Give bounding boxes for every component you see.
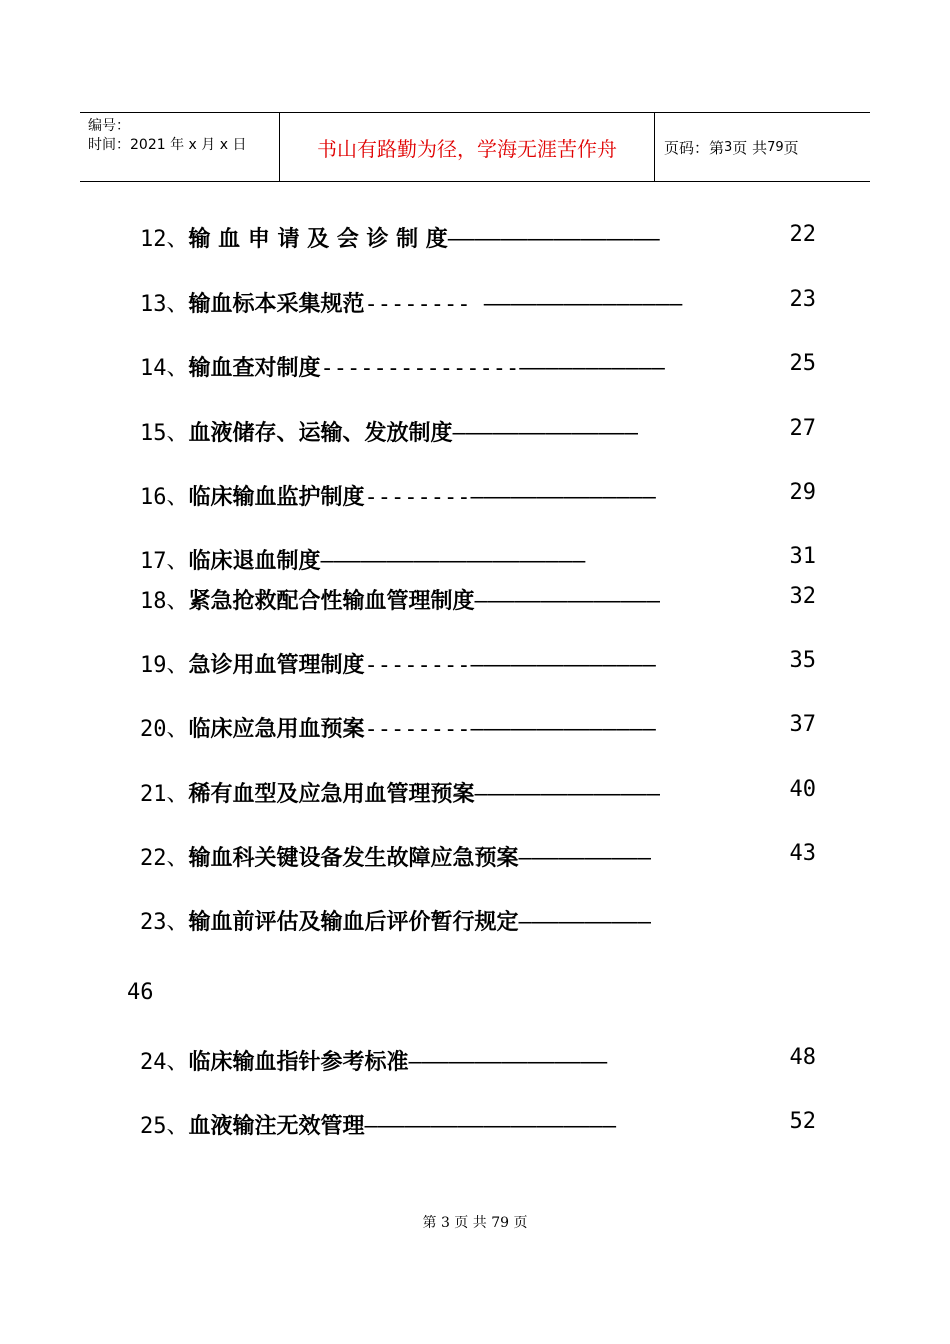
toc-number: 15、	[140, 421, 189, 446]
toc-entry	[140, 905, 651, 936]
toc-entry	[140, 777, 660, 808]
toc-leader: --------——————————————	[364, 653, 656, 678]
toc-page: 40	[789, 777, 816, 802]
toc-number: 23、	[140, 910, 189, 935]
toc-leader: --------——————————————	[364, 485, 656, 510]
toc-title: 输血标本采集规范	[188, 291, 365, 317]
toc-page: 29	[789, 480, 816, 505]
toc-page: 52	[789, 1109, 816, 1134]
toc-entry	[140, 1045, 607, 1076]
toc-title: 紧急抢救配合性输血管理制度	[188, 588, 475, 614]
header-page-info	[655, 113, 870, 181]
toc-page: 22	[789, 222, 816, 247]
toc-page: 32	[789, 584, 816, 609]
toc-page: 48	[789, 1045, 816, 1070]
toc-title: 稀有血型及应急用血管理预案	[188, 781, 475, 807]
toc-leader: ——————————————	[474, 589, 660, 614]
page-info-prefix: 页码：第	[664, 138, 725, 157]
toc-entry	[140, 712, 656, 743]
header-motto: 书山有路勤为径，学海无涯苦作舟	[280, 113, 655, 181]
toc-number: 17、	[140, 549, 189, 574]
toc-leader: ——————————————	[474, 782, 660, 807]
toc-title: 血液储存、运输、发放制度	[188, 420, 453, 446]
toc-entry	[140, 222, 660, 253]
toc-leader: ——————————	[518, 846, 651, 871]
toc-entry	[140, 544, 585, 575]
toc-title: 临床应急用血预案	[188, 716, 365, 742]
toc-number: 16、	[140, 485, 189, 510]
toc-title: 输血查对制度	[188, 355, 321, 381]
serial-label: 编号：	[88, 118, 130, 134]
toc-title: 临床输血监护制度	[188, 484, 365, 510]
toc-page: 35	[789, 648, 816, 673]
page-info-mid: 页 共	[732, 138, 768, 157]
toc-page: 23	[789, 287, 816, 312]
toc-leader: ——————————————	[452, 421, 638, 446]
toc-number: 13、	[140, 292, 189, 317]
toc-entry	[140, 351, 665, 382]
toc-number: 25、	[140, 1114, 189, 1139]
toc-leader: ———————————————	[408, 1050, 608, 1075]
toc-title: 临床退血制度	[188, 548, 321, 574]
date-line: 时间：2021 年 x 月 x 日	[88, 137, 247, 153]
toc-leader: ————————————————	[447, 227, 660, 252]
toc-number: 24、	[140, 1050, 189, 1075]
page-total: 79	[767, 139, 784, 155]
toc-entry	[140, 416, 638, 447]
toc-leader: ———————————————————	[364, 1114, 617, 1139]
toc-leader: ---------------———————————	[320, 356, 665, 381]
toc-leader: --------——————————————	[364, 717, 656, 742]
toc-page: 25	[789, 351, 816, 376]
page-info-suffix: 页	[783, 138, 799, 157]
toc-title: 输血前评估及输血后评价暂行规定	[188, 909, 519, 935]
toc-page: 31	[789, 544, 816, 569]
page-header	[80, 112, 870, 182]
toc-entry	[140, 287, 682, 318]
toc-number: 20、	[140, 717, 189, 742]
toc-leader: ——————————	[518, 910, 651, 935]
toc-title: 血液输注无效管理	[188, 1113, 365, 1139]
toc-title: 急诊用血管理制度	[188, 652, 365, 678]
page-footer: 第 3 页 共 79 页	[422, 1215, 528, 1231]
toc-title: 输 血 申 请 及 会 诊 制 度	[188, 226, 448, 252]
header-meta	[80, 113, 280, 181]
toc-title: 输血科关键设备发生故障应急预案	[188, 845, 519, 871]
toc-page: 43	[789, 841, 816, 866]
toc-entry	[140, 584, 660, 615]
toc-number: 12、	[140, 227, 189, 252]
toc-number: 18、	[140, 589, 189, 614]
toc-entry	[140, 648, 656, 679]
toc-entry	[140, 1109, 616, 1140]
toc-number: 14、	[140, 356, 189, 381]
toc-leader: -------- ———————————————	[364, 292, 683, 317]
toc-entry	[140, 480, 656, 511]
toc-title: 临床输血指针参考标准	[188, 1049, 409, 1075]
toc-leader: ————————————————————	[320, 549, 586, 574]
toc-page: 37	[789, 712, 816, 737]
toc-number: 19、	[140, 653, 189, 678]
toc-page: 46	[127, 980, 154, 1005]
toc-number: 21、	[140, 782, 189, 807]
page-current: 3	[724, 139, 733, 155]
toc-entry	[140, 841, 651, 872]
toc-number: 22、	[140, 846, 189, 871]
toc-page: 27	[789, 416, 816, 441]
